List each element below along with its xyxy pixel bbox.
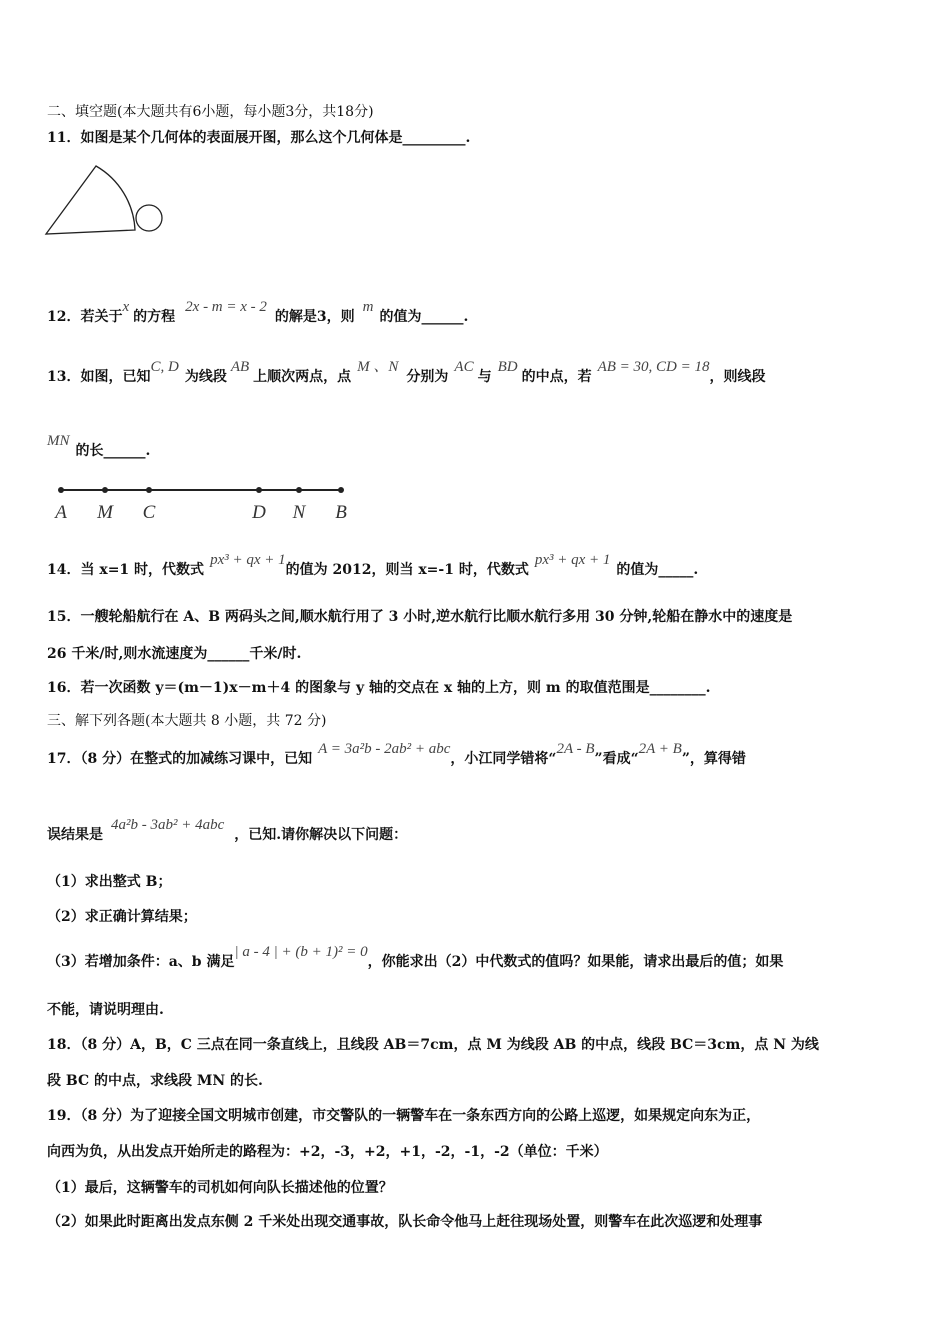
question-12: 12．若关于x的方程2x - m = x - 2的解是3，则m的值为______. xyxy=(47,299,469,325)
question-19-line1: 19．（8 分）为了迎接全国文明城市创建，市交警队的一辆警车在一条东西方向的公路上巡逻，如果规定向东为正， xyxy=(47,1108,761,1124)
question-17-part1: （1）求出整式 B； xyxy=(47,874,172,890)
point-d xyxy=(256,487,262,493)
point-label-c: C xyxy=(142,502,156,523)
question-19-part2: （2）如果此时距离出发点东侧 2 千米处出现交通事故，队长命令他马上赶往现场处置，则警车在此次巡逻和处理事 xyxy=(47,1214,763,1230)
section-3-header: 三、解下列各题(本大题共 8 小题，共 72 分) xyxy=(47,713,327,729)
question-17: 17．（8 分）在整式的加减练习课中，已知A = 3a²b - 2ab² + abc，小江同学错将“2A - B”看成“2A + B”，算得错 xyxy=(47,741,746,767)
point-b xyxy=(338,487,344,493)
question-15-line2: 26 千米/时,则水流速度为______千米/时. xyxy=(47,646,302,662)
base-circle xyxy=(136,205,162,231)
question-15-line1: 15．一艘轮船航行在 A、B 两码头之间,顺水航行用了 3 小时,逆水航行比顺水航行多用 30 分钟,轮船在静水中的速度是 xyxy=(47,609,793,625)
question-11: 11．如图是某个几何体的表面展开图，那么这个几何体是_________. xyxy=(47,130,471,146)
sector-shape xyxy=(46,166,135,234)
question-16: 16．若一次函数 y＝(m－1)x－m＋4 的图象与 y 轴的交点在 x 轴的上方，则 m 的取值范围是________. xyxy=(47,680,711,696)
point-n xyxy=(296,487,302,493)
point-a xyxy=(58,487,64,493)
section-2-header: 二、填空题(本大题共有6小题，每小题3分，共18分) xyxy=(47,104,374,120)
point-label-n: N xyxy=(292,502,306,523)
question-13: 13．如图，已知C, D为线段AB上顺次两点，点M 、N分别为AC与BD的中点，若AB = 30, CD = 18，则线段 xyxy=(47,359,766,385)
cone-net-figure xyxy=(40,160,170,235)
question-19-part1: （1）最后，这辆警车的司机如何向队长描述他的位置？ xyxy=(47,1180,393,1196)
question-17-part3-cont: 不能，请说明理由. xyxy=(47,1002,164,1018)
segment-figure xyxy=(45,480,365,525)
question-18-line2: 段 BC 的中点，求线段 MN 的长. xyxy=(47,1073,263,1089)
question-14: 14．当 x=1 时，代数式px³ + qx + 1的值为 2012，则当 x=-1 时，代数式px³ + qx + 1的值为_____. xyxy=(47,552,699,578)
point-label-m: M xyxy=(97,502,113,523)
point-label-b: B xyxy=(335,502,347,523)
question-13-cont: MN的长______. xyxy=(47,433,151,459)
point-m xyxy=(102,487,108,493)
question-17-part2: （2）求正确计算结果； xyxy=(47,909,197,925)
question-17-part3: （3）若增加条件：a、b 满足| a - 4 | + (b + 1)² = 0，你能求出（2）中代数式的值吗？如果能，请求出最后的值；如果 xyxy=(47,944,784,970)
question-18-line1: 18．（8 分）A，B，C 三点在同一条直线上，且线段 AB＝7cm，点 M 为线段 AB 的中点，线段 BC＝3cm，点 N 为线 xyxy=(47,1037,819,1053)
question-17-line2: 误结果是4a²b - 3ab² + 4abc，已知.请你解决以下问题： xyxy=(47,817,408,843)
point-c xyxy=(146,487,152,493)
question-19-line2: 向西为负，从出发点开始所走的路程为：+2，-3，+2，+1，-2，-1，-2（单位：千米） xyxy=(47,1144,608,1160)
point-label-d: D xyxy=(252,502,266,523)
point-label-a: A xyxy=(55,502,67,523)
